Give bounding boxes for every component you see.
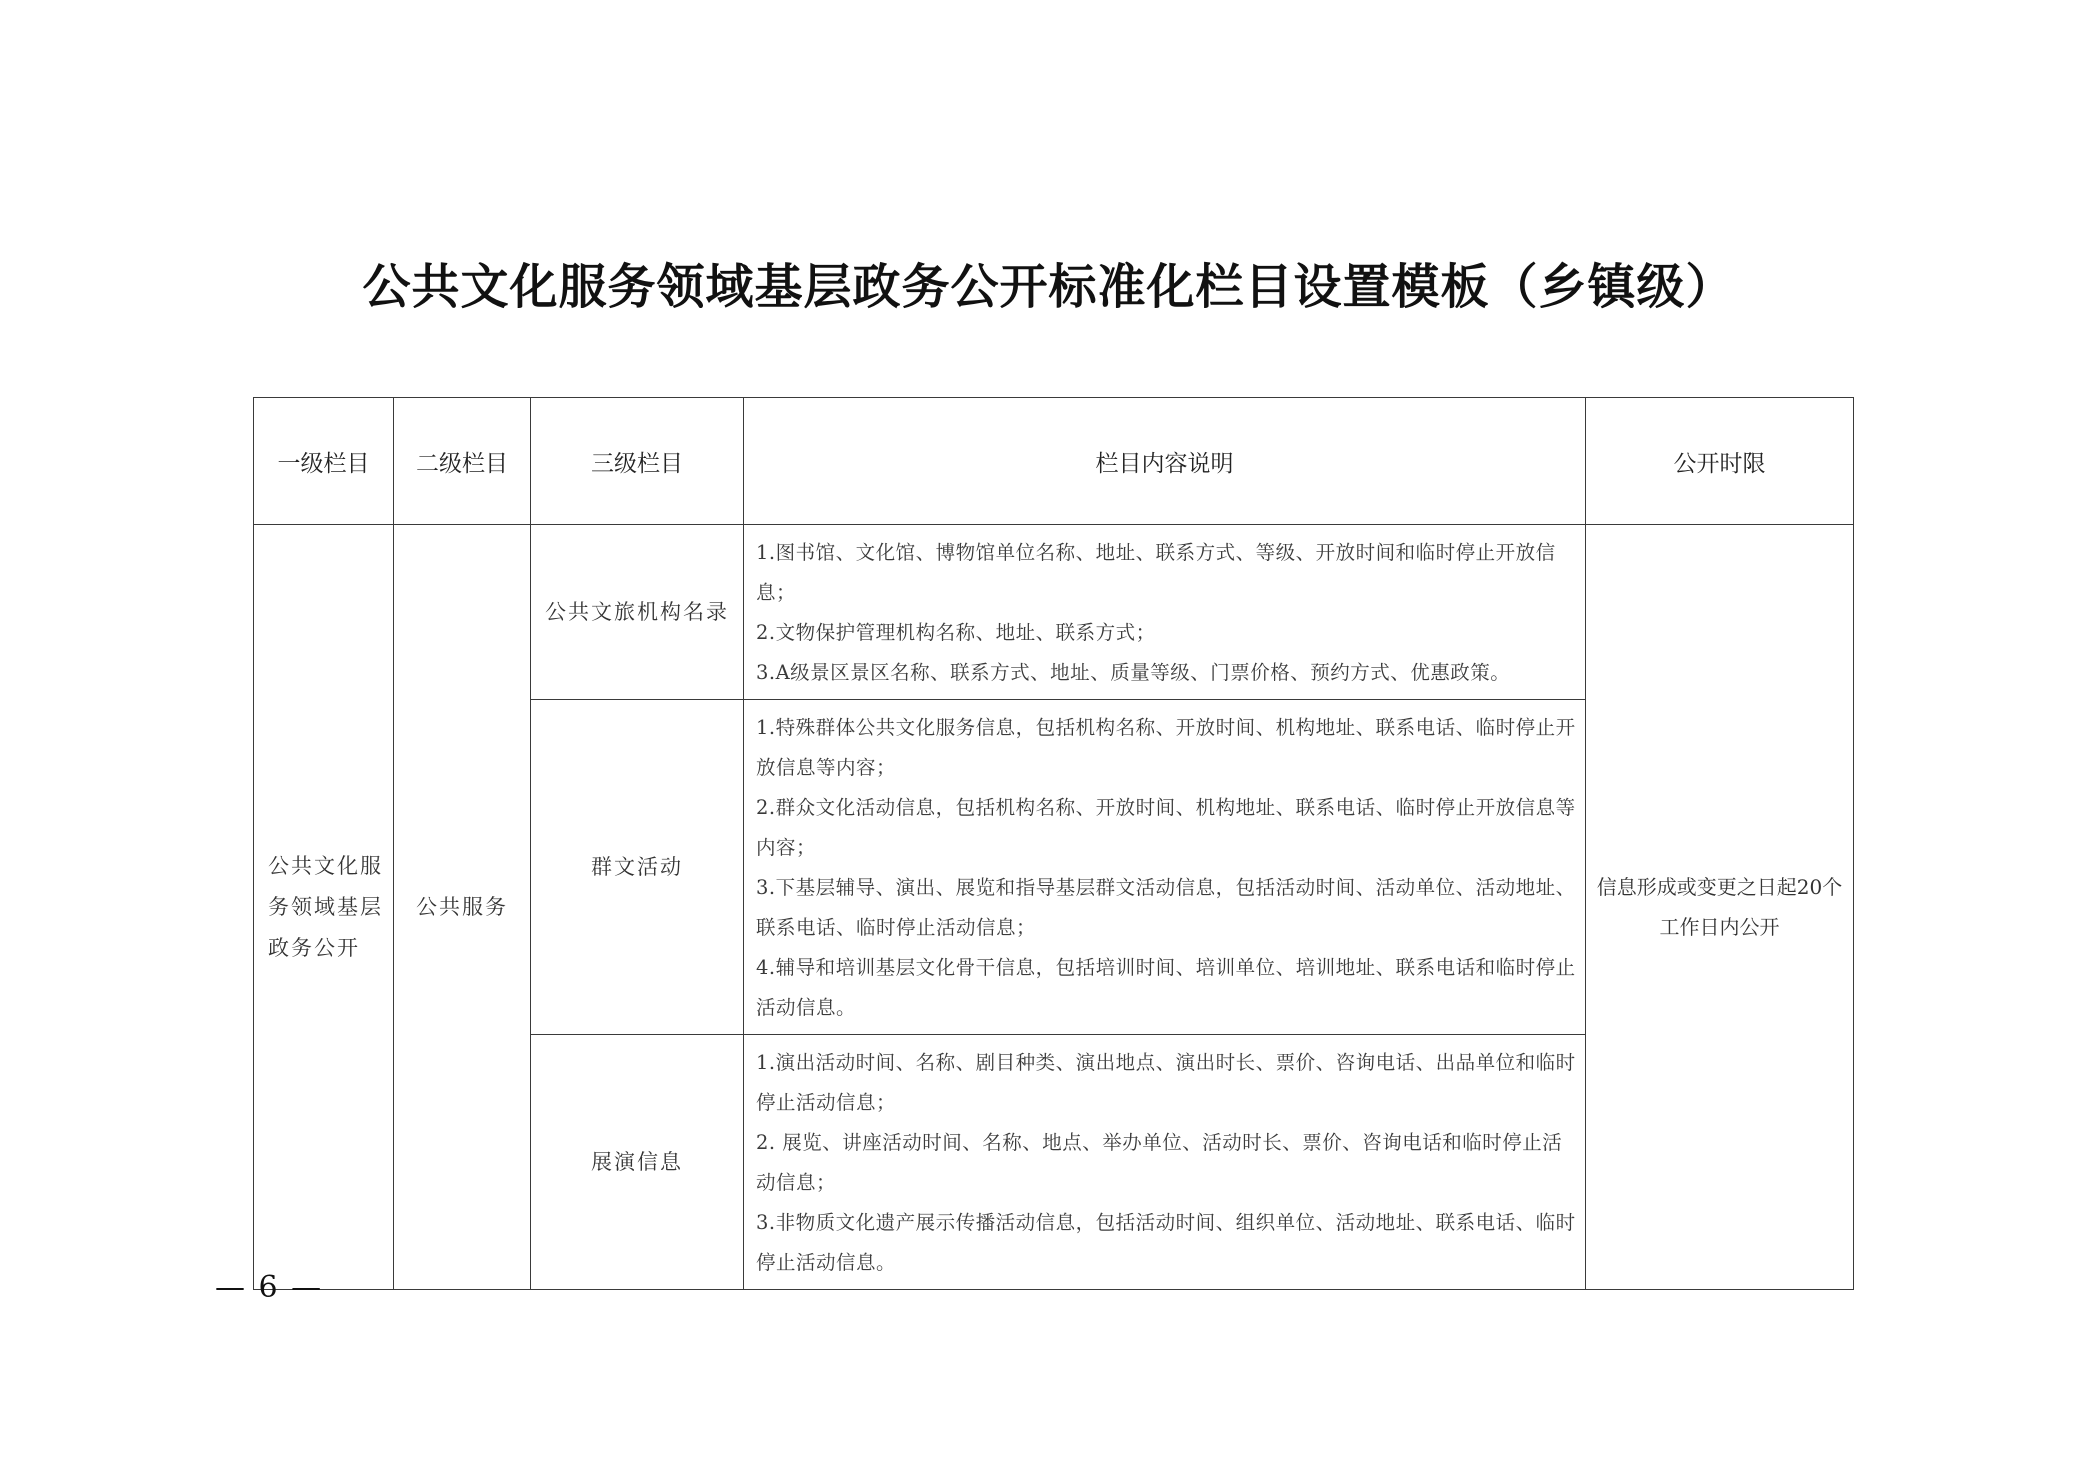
content-item: 3.非物质文化遗产展示传播活动信息，包括活动时间、组织单位、活动地址、联系电话、临时停止活动信息。 bbox=[756, 1211, 1576, 1274]
header-content-description: 栏目内容说明 bbox=[744, 398, 1586, 525]
content-item: 1.演出活动时间、名称、剧目种类、演出地点、演出时长、票价、咨询电话、出品单位和临时停止活动信息； bbox=[756, 1051, 1576, 1114]
content-item: 2.群众文化活动信息，包括机构名称、开放时间、机构地址、联系电话、临时停止开放信息等内容； bbox=[756, 796, 1576, 859]
column-template-table bbox=[253, 397, 1854, 1290]
level3-cell: 群文活动 bbox=[531, 700, 744, 1035]
content-cell bbox=[744, 525, 1586, 700]
content-item: 1.特殊群体公共文化服务信息，包括机构名称、开放时间、机构地址、联系电话、临时停止开放信息等内容； bbox=[756, 716, 1576, 779]
content-cell bbox=[744, 700, 1586, 1035]
header-level1: 一级栏目 bbox=[254, 398, 394, 525]
content-cell bbox=[744, 1035, 1586, 1290]
page-title: 公共文化服务领域基层政务公开标准化栏目设置模板（乡镇级） bbox=[362, 259, 1735, 315]
header-disclosure-deadline: 公开时限 bbox=[1586, 398, 1854, 525]
content-item: 1.图书馆、文化馆、博物馆单位名称、地址、联系方式、等级、开放时间和临时停止开放信息； bbox=[756, 541, 1556, 604]
level3-cell: 公共文旅机构名录 bbox=[531, 525, 744, 700]
table-row bbox=[254, 525, 1854, 700]
table-header-row bbox=[254, 398, 1854, 525]
deadline-cell: 信息形成或变更之日起20个工作日内公开 bbox=[1586, 525, 1854, 1290]
level1-cell: 公共文化服务领域基层政务公开 bbox=[254, 525, 394, 1290]
level2-cell: 公共服务 bbox=[394, 525, 531, 1290]
content-item: 4.辅导和培训基层文化骨干信息，包括培训时间、培训单位、培训地址、联系电话和临时停止活动信息。 bbox=[756, 956, 1576, 1019]
level3-cell: 展演信息 bbox=[531, 1035, 744, 1290]
header-level2: 二级栏目 bbox=[394, 398, 531, 525]
content-item: 2.文物保护管理机构名称、地址、联系方式； bbox=[756, 621, 1156, 644]
content-item: 2. 展览、讲座活动时间、名称、地点、举办单位、活动时长、票价、咨询电话和临时停止活动信息； bbox=[756, 1131, 1563, 1194]
header-level3: 三级栏目 bbox=[531, 398, 744, 525]
content-item: 3.下基层辅导、演出、展览和指导基层群文活动信息，包括活动时间、活动单位、活动地址、联系电话、临时停止活动信息； bbox=[756, 876, 1576, 939]
page-number: — 6 — bbox=[215, 1270, 324, 1305]
content-item: 3.A级景区景区名称、联系方式、地址、质量等级、门票价格、预约方式、优惠政策。 bbox=[756, 661, 1511, 684]
